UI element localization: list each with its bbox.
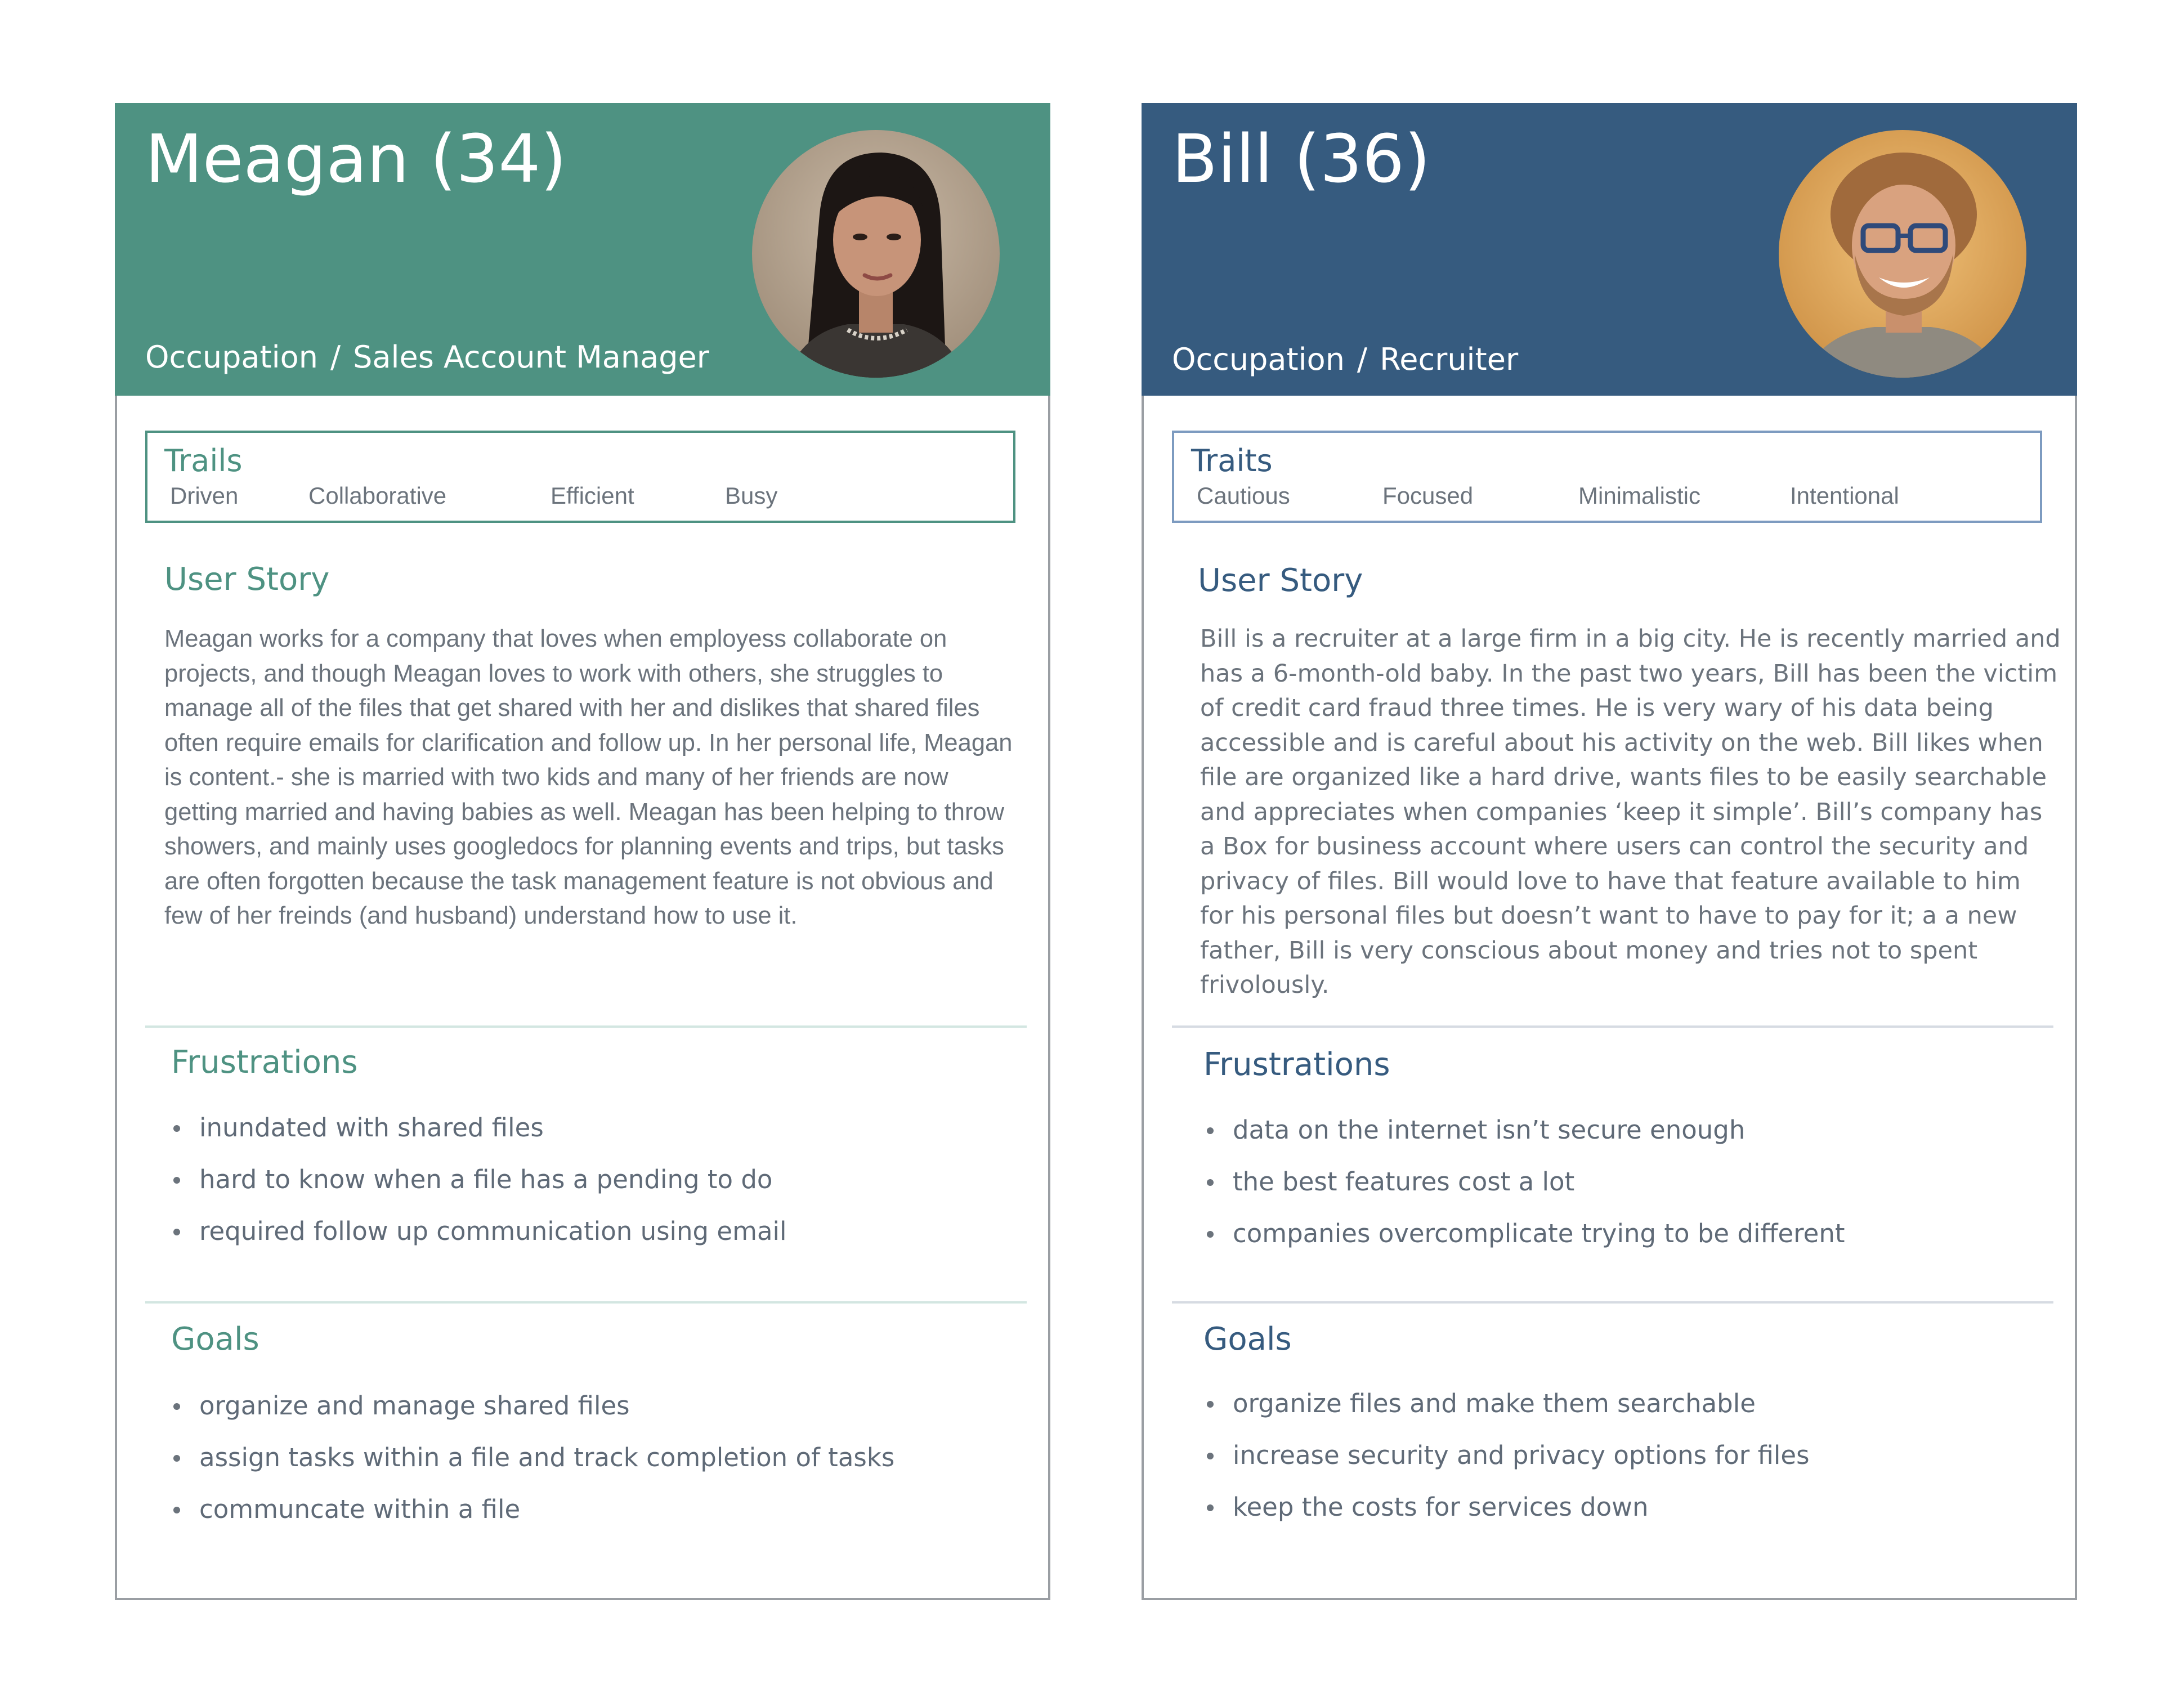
- list-item: organize files and make them searchable: [1205, 1386, 2026, 1438]
- goals-title: Goals: [171, 1321, 259, 1358]
- section-divider: [145, 1301, 1027, 1304]
- list-item: data on the internet isn’t secure enough: [1205, 1113, 2026, 1165]
- list-item: communcate within a file: [171, 1492, 993, 1544]
- user-story-text: Meagan works for a company that loves when employess collaborate on projects, and though Meagan loves to work with others, she struggles to manage all of the files that get shared with her and dislikes that shared files often require emails for clarification and follow up. In her personal life, Meagan is content.- she is married with two kids and many of her friends are now getting married and having babies as well. Meagan has been helping to throw showers, and mainly uses googledocs for planning events and trips, but tasks are often forgotten because the task management feature is not obvious and few of her freinds (and husband) understand how to use it.: [164, 625, 1013, 929]
- trait-tag: Focused: [1382, 482, 1474, 509]
- user-story-title: User Story: [164, 561, 330, 598]
- trait-tag: Efficient: [551, 482, 634, 509]
- trait-tag: Cautious: [1197, 482, 1290, 509]
- avatar-photo-man: [1779, 130, 2026, 378]
- persona-card-bill: [1142, 103, 2077, 1600]
- trait-tag: Intentional: [1790, 482, 1899, 509]
- frustrations-list: [171, 1110, 993, 1266]
- traits-title: Trails: [164, 443, 243, 478]
- list-item: required follow up communication using email: [171, 1214, 993, 1266]
- occupation-value: Sales Account Manager: [353, 339, 709, 375]
- user-story-text: Bill is a recruiter at a large firm in a big city. He is recently married and has a 6-month-old baby. In the past two years, Bill has been the victim of credit card fraud three times. He is very wary of his data being accessible and is careful about his activity on the web. Bill likes when file are organized like a hard drive, wants files to be easily searchable and appreciates when companies ‘keep it simple’. Bill’s company has a Box for business account where users can control the security and privacy of files. Bill would love to have that feature available to him for his personal files but doesn’t want to have to pay for it; a a new father, Bill is very conscious about money and tries not to spent frivolously.: [1200, 625, 2061, 999]
- persona-card-meagan: [115, 103, 1050, 1600]
- list-item: keep the costs for services down: [1205, 1490, 2026, 1542]
- traits-box: [145, 431, 1015, 523]
- traits-box: [1172, 431, 2042, 523]
- frustrations-list: [1205, 1113, 2026, 1268]
- user-story-title: User Story: [1198, 562, 1363, 599]
- list-item: increase security and privacy options for files: [1205, 1438, 2026, 1490]
- persona-header: [1142, 103, 2077, 396]
- list-item: companies overcomplicate trying to be different: [1205, 1216, 2026, 1268]
- avatar-photo-woman: [752, 130, 1000, 378]
- occupation-separator: /: [1357, 342, 1368, 377]
- occupation-label: Occupation: [145, 339, 318, 375]
- persona-name: Meagan (34): [145, 120, 567, 198]
- persona-occupation: [1172, 342, 1518, 377]
- occupation-separator: /: [330, 339, 341, 375]
- goals-title: Goals: [1203, 1321, 1292, 1358]
- avatar: [1779, 130, 2026, 378]
- persona-occupation: [145, 339, 709, 375]
- trait-tag: Minimalistic: [1578, 482, 1701, 509]
- occupation-label: Occupation: [1172, 342, 1345, 377]
- occupation-value: Recruiter: [1380, 342, 1519, 377]
- section-divider: [145, 1025, 1027, 1028]
- persona-name: Bill (36): [1172, 120, 1431, 198]
- trait-tag: Collaborative: [308, 482, 447, 509]
- goals-list: [1205, 1386, 2026, 1542]
- avatar: [752, 130, 1000, 378]
- list-item: organize and manage shared files: [171, 1389, 993, 1440]
- trait-tag: Busy: [725, 482, 778, 509]
- list-item: inundated with shared files: [171, 1110, 993, 1162]
- list-item: assign tasks within a file and track completion of tasks: [171, 1440, 993, 1492]
- list-item: the best features cost a lot: [1205, 1165, 2026, 1216]
- frustrations-title: Frustrations: [1203, 1046, 1390, 1083]
- goals-list: [171, 1389, 993, 1544]
- frustrations-title: Frustrations: [171, 1044, 358, 1081]
- section-divider: [1172, 1301, 2053, 1304]
- trait-tag: Driven: [170, 482, 239, 509]
- traits-title: Traits: [1191, 443, 1273, 478]
- persona-header: [115, 103, 1050, 396]
- section-divider: [1172, 1025, 2053, 1028]
- list-item: hard to know when a file has a pending to do: [171, 1162, 993, 1214]
